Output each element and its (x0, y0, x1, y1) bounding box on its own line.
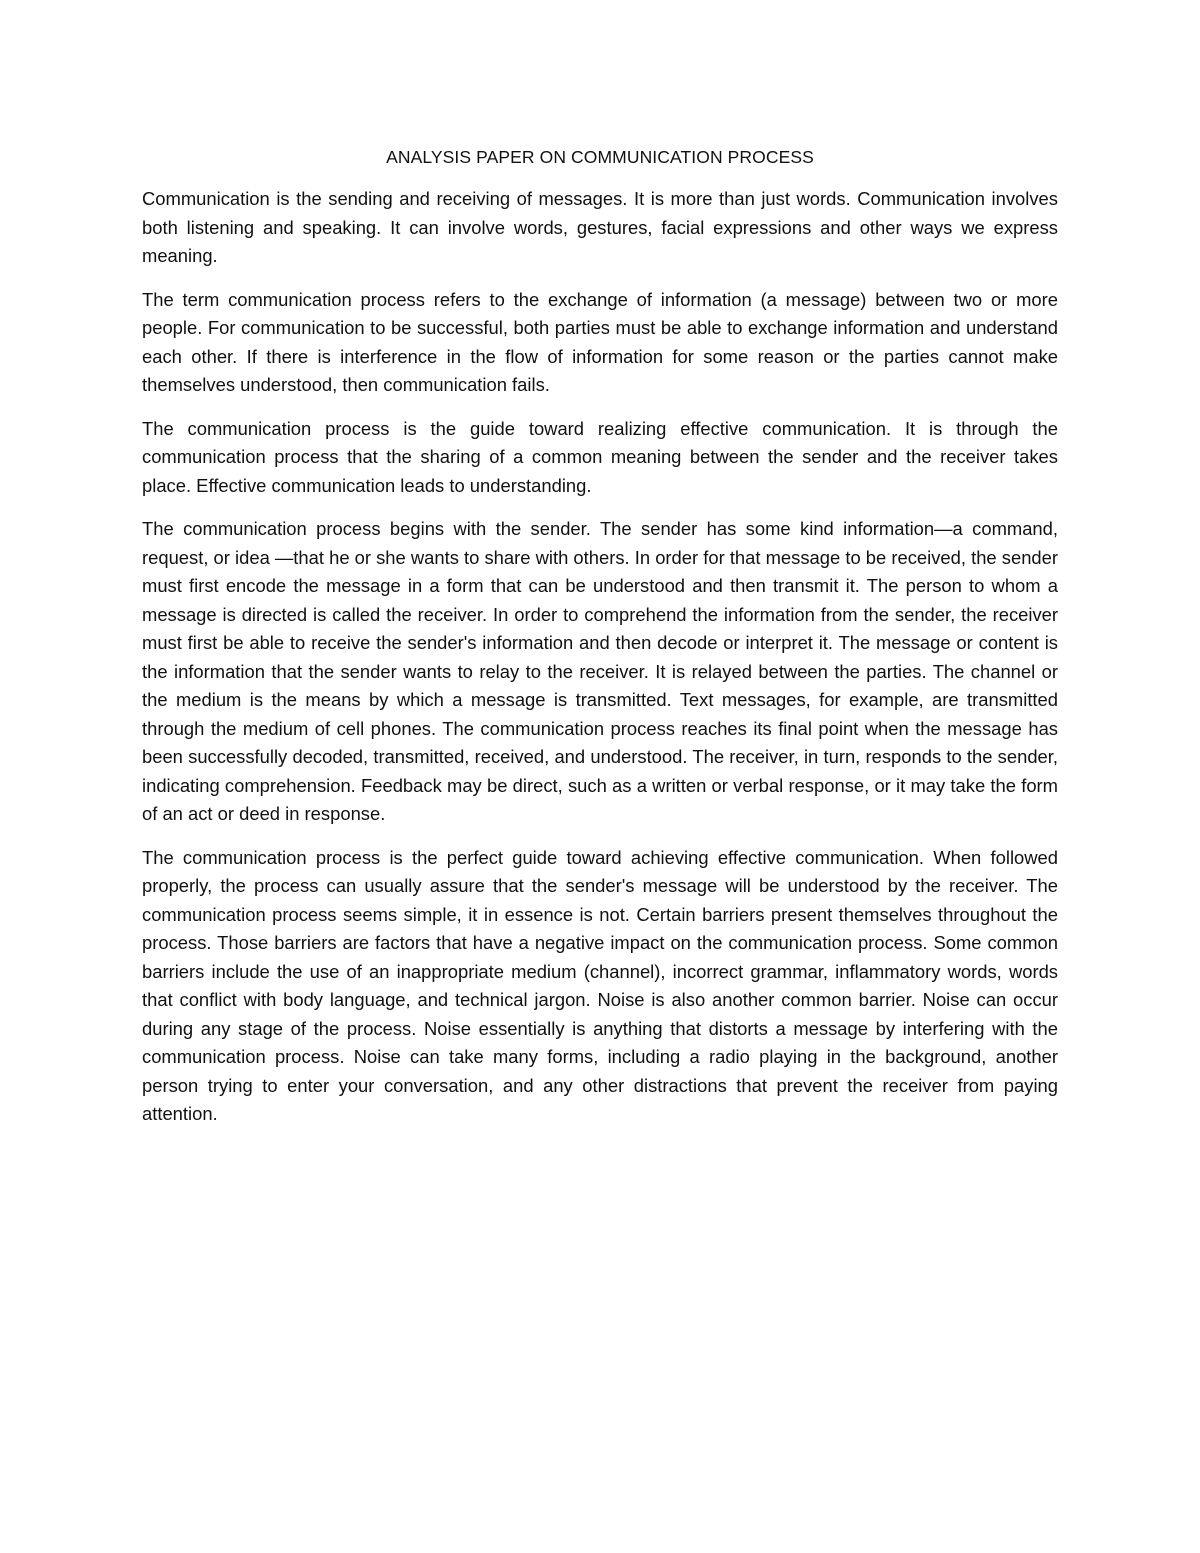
paragraph-2: The term communication process refers to the exchange of information (a message) between two or more people. For communication to be successful, both parties must be able to exchange information and understand each other. If there is interference in the flow of information for some reason or the parties cannot make themselves understood, then communication fails. (142, 288, 1058, 395)
paragraph-3: The communication process is the guide toward realizing effective communication. It is through the communication process that the sharing of a common meaning between the sender and the receiver takes place. Effective communication leads to understanding. (142, 417, 1058, 496)
document-title: ANALYSIS PAPER ON COMMUNICATION PROCESS (386, 147, 814, 167)
paragraph-1: Communication is the sending and receiving of messages. It is more than just words. Communication involves both listening and speaking. It can involve words, gestures, facial expressions and other ways we express meaning. (142, 188, 1058, 266)
paragraph-5: The communication process is the perfect guide toward achieving effective communication. When followed properly, the process can usually assure that the sender's message will be understood by the receiver. The communication process seems simple, it in essence is not. Certain barriers present themselves throughout the process. Those barriers are factors that have a negative impact on the communication process. Some common barriers include the use of an inappropriate medium (channel), incorrect grammar, inflammatory words, words that conflict with body language, and technical jargon. Noise is also another common barrier. Noise can occur during any stage of the process. Noise essentially is anything that distorts a message by interfering with the communication process. Noise can take many forms, including a radio playing in the background, another person trying to enter your conversation, and any other distractions that prevent the receiver from paying attention. (142, 846, 1058, 1124)
document-body (142, 143, 1058, 1144)
paragraph-4: The communication process begins with the sender. The sender has some kind information—a command, request, or idea —that he or she wants to share with others. In order for that message to be received, the sender must first encode the message in a form that can be understood and then transmit it. The person to whom a message is directed is called the receiver. In order to comprehend the information from the sender, the receiver must first be able to receive the sender's information and then decode or interpret it. The message or content is the information that the sender wants to relay to the receiver. It is relayed between the parties. The channel or the medium is the means by which a message is transmitted. Text messages, for example, are transmitted through the medium of cell phones. The communication process reaches its final point when the message has been successfully decoded, transmitted, received, and understood. The receiver, in turn, responds to the sender, indicating comprehension. Feedback may be direct, such as a written or verbal response, or it may take the form of an act or deed in response. (142, 518, 1058, 824)
